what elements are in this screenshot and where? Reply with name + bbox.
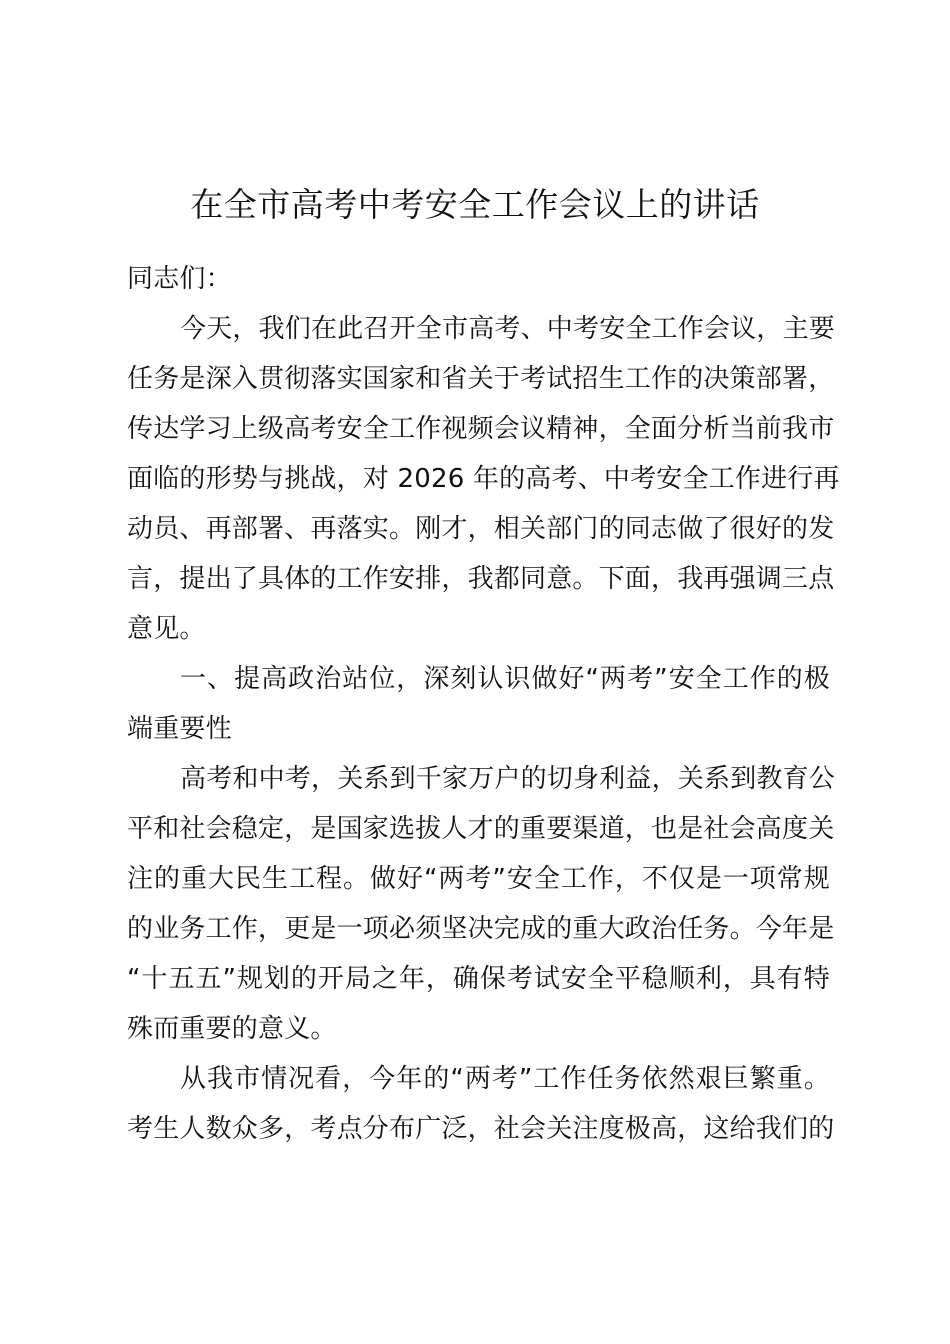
paragraph-line: 从我市情况看，今年的“两考”工作任务依然艰巨繁重。 [180,1064,830,1094]
greeting: 同志们： [127,264,232,294]
paragraph-line: 今天，我们在此召开全市高考、中考安全工作会议，主要 [180,314,836,344]
paragraph-line: 意见。 [127,614,206,644]
paragraph-line: “十五五”规划的开局之年，确保考试安全平稳顺利，具有特 [127,964,830,994]
paragraph-line: 高考和中考，关系到千家万户的切身利益，关系到教育公 [180,764,836,794]
paragraph-line: 传达学习上级高考安全工作视频会议精神，全面分析当前我市 [127,414,835,444]
paragraph-line: 考生人数众多，考点分布广泛，社会关注度极高，这给我们的 [127,1114,835,1144]
document-title: 在全市高考中考安全工作会议上的讲话 [190,185,760,224]
section-heading-line: 一、提高政治站位，深刻认识做好“两考”安全工作的极 [180,664,830,694]
paragraph-line: 面临的形势与挑战，对 2026 年的高考、中考安全工作进行再 [127,464,840,494]
paragraph-line: 注的重大民生工程。做好“两考”安全工作，不仅是一项常规 [127,864,830,894]
paragraph-line: 殊而重要的意义。 [127,1014,337,1044]
paragraph-line: 平和社会稳定，是国家选拔人才的重要渠道，也是社会高度关 [127,814,835,844]
paragraph-line: 动员、再部署、再落实。刚才，相关部门的同志做了很好的发 [127,514,835,544]
paragraph-line: 任务是深入贯彻落实国家和省关于考试招生工作的决策部署， [127,364,835,394]
paragraph-line: 言，提出了具体的工作安排，我都同意。下面，我再强调三点 [127,564,835,594]
paragraph-line: 的业务工作，更是一项必须坚决完成的重大政治任务。今年是 [127,914,835,944]
section-heading-line: 端重要性 [127,714,232,744]
